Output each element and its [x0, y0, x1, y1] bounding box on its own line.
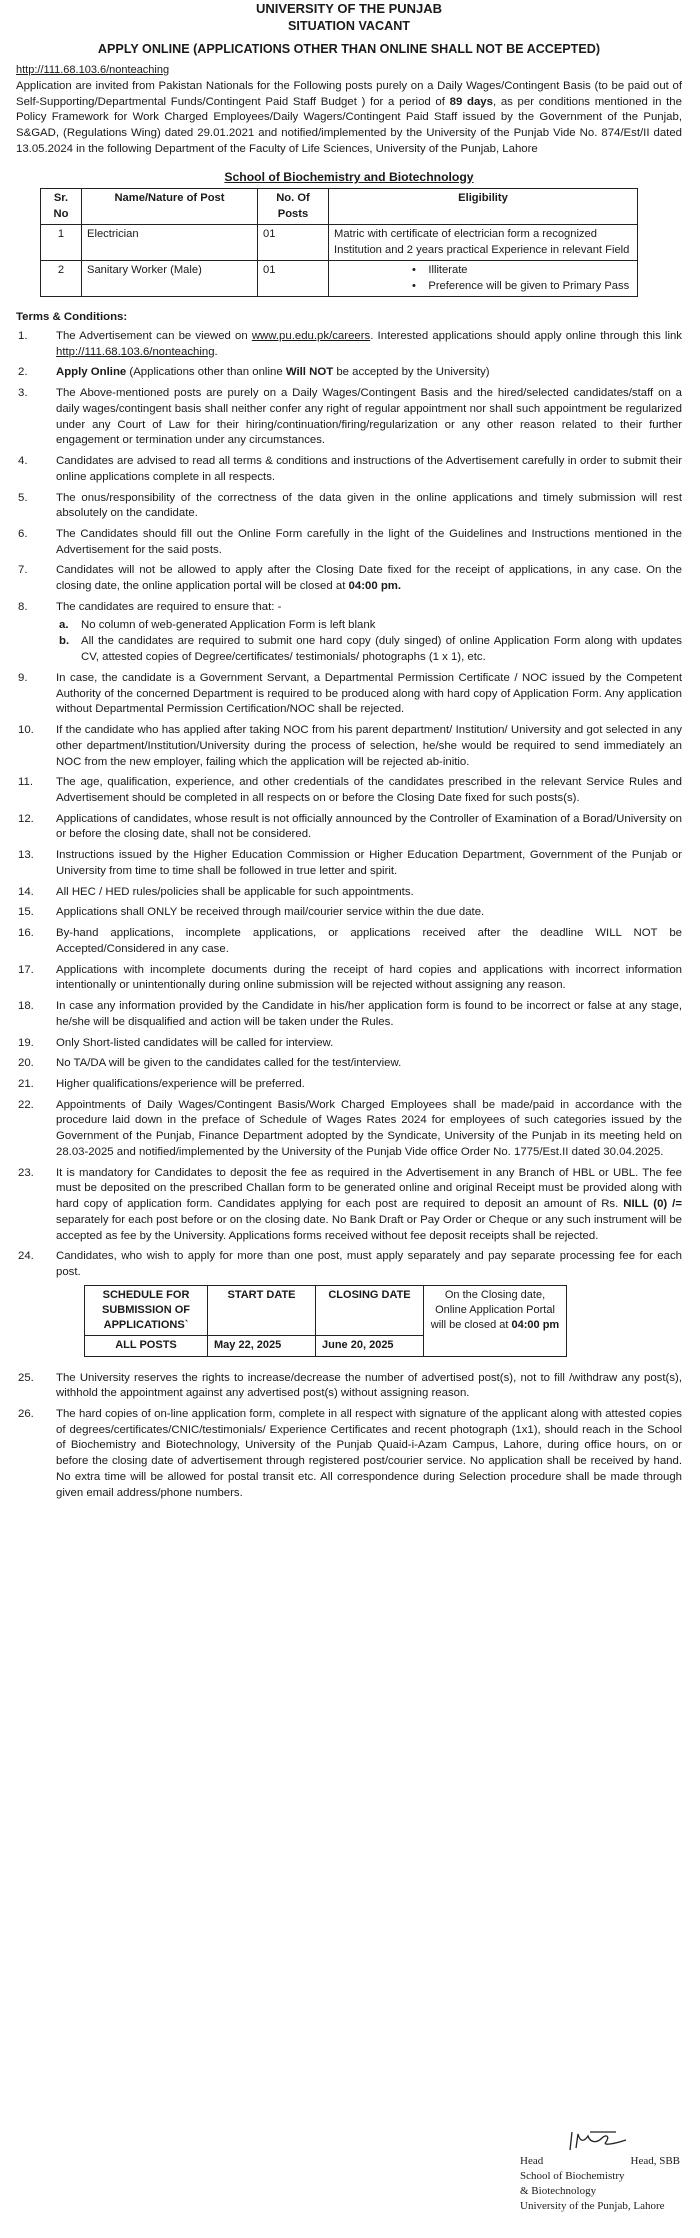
- eligibility-bullet: • Illiterate: [412, 264, 468, 277]
- intro-paragraph: [16, 79, 682, 158]
- schedule-start-date: May 22, 2025: [208, 1336, 316, 1356]
- term-item: 11. The age, qualification, experience, and other credentials of the candidates prescribed in the relevant Service Rules and Advertisement should be completed in all respects on or before the Closing Date fixed for such posts(s).: [18, 776, 682, 804]
- term-text: Only Short-listed candidates will be called for interview.: [56, 1036, 334, 1049]
- term-text: All HEC / HED rules/policies shall be applicable for such appointments.: [56, 885, 414, 898]
- schedule-row-label: ALL POSTS: [85, 1336, 208, 1356]
- term-text: Candidates are advised to read all terms & conditions and instructions of the Advertisement carefully in order to submit their online applications complete in all respects.: [56, 455, 682, 483]
- term-text: No TA/DA will be given to the candidates called for the test/interview.: [56, 1057, 402, 1070]
- term-text: . Interested applications should apply online through this link: [370, 329, 682, 342]
- term-text: Appointments of Daily Wages/Contingent Basis/Work Charged Employees shall be made/paid in accordance with the procedure laid down in the preface of Schedule of Wages Rates 2024 for employees of such categories issued by the Government of the Punjab, Finance Department adopted by the Syndicate, University of the Punjab in its meeting held on 28.03-2025 and notified/implemented by the University of the Punjab Vide office Order No. 1775/Est.II dated 30.04.2025.: [56, 1098, 682, 1158]
- term-item: 3. The Above-mentioned posts are purely on a Daily Wages/Contingent Basis and the hired/selected candidates/staff on a daily wages/contingent basis shall neither confer any right of regular appointment nor shall such appointment be regularized under any Court of Law for their hiring/continuation/firing/regularization or any other reason related to their further engagement or termination under any circumstances.: [18, 387, 682, 447]
- term-text: The candidates are required to ensure that: -: [56, 600, 282, 613]
- handwritten-signature-icon: [566, 2128, 636, 2154]
- term-item: 15. Applications shall ONLY be received through mail/courier service within the due date.: [18, 906, 485, 919]
- term-item: 18. In case any information provided by the Candidate in his/her application form is found to be incorrect or false at any stage, he/she will be disqualified and action will be taken under the Rules.: [18, 1000, 682, 1028]
- sub-text: All the candidates are required to submit one hard copy (duly singed) of online Application Form along with updates CV, attested copies of Degree/certificates/ testimonials/ photographs (1 x 1), etc.: [81, 635, 682, 664]
- signature-head-sbb: Head, SBB: [630, 2155, 680, 2167]
- term-item: 12. Applications of candidates, whose result is not officially announced by the Controller of Examination of a Borad/University on or before the closing date, shall not be considered.: [18, 812, 682, 841]
- term-item: 13. Instructions issued by the Higher Education Commission or Higher Education Department, Government of the Punjab or University from time to time shall be followed in true letter and spirit.: [18, 849, 682, 877]
- term-text: The Candidates should fill out the Online Form carefully in the light of the Guidelines and Instructions mentioned in the Advertisement for the said posts.: [56, 527, 682, 556]
- terms-list: [16, 329, 682, 1501]
- nonteaching-link-2[interactable]: http://111.68.103.6/nonteaching: [56, 345, 215, 358]
- university-name: UNIVERSITY OF THE PUNJAB: [255, 1, 443, 16]
- term-text: The age, qualification, experience, and other credentials of the candidates prescribed in the relevant Service Rules and Advertisement should be completed in all respects on or before the Closing Date fixed for such posts(s).: [56, 776, 682, 804]
- term-item: 16. By-hand applications, incomplete applications, or applications received after the deadline WILL NOT be Accepted/Considered in any case.: [18, 927, 682, 955]
- situation-vacant-heading: SITUATION VACANT: [288, 19, 410, 34]
- term-item: 21. Higher qualifications/experience will be preferred.: [18, 1078, 305, 1091]
- term-bold: Apply Online: [56, 366, 127, 379]
- term-item: 22. Appointments of Daily Wages/Contingent Basis/Work Charged Employees shall be made/paid in accordance with the procedure laid down in the preface of Schedule of Wages Rates 2024 for employees of such categories issued by the Government of the Punjab, Finance Department adopted by the Syndicate, University of the Punjab in its meeting held on 28.03-2025 and notified/implemented by the University of the Punjab Vide office Order No. 1775/Est.II dated 30.04.2025.: [18, 1098, 682, 1158]
- term-text: Higher qualifications/experience will be preferred.: [56, 1078, 305, 1091]
- term-bold: Will NOT: [285, 366, 334, 379]
- table-row: [41, 225, 638, 261]
- term-item: 9. In case, the candidate is a Government Servant, a Departmental Permission Certificate / NOC issued by the Competent Authority of the concerned Department is required to be produced along with hard copy of Application Form. Any application without Departmental Permission Certification/NOC shall be rejected.: [18, 671, 682, 716]
- term-item: 25. The University reserves the rights to increase/decrease the number of advertised post(s), not to fill /withdraw any post(s), withhold the appointment against any advertised post(s) without assigning reason.: [18, 1371, 682, 1400]
- signature-block: [520, 2128, 680, 2213]
- sub-item: b. All the candidates are required to submit one hard copy (duly singed) of online Application Form along with updates CV, attested copies of Degree/certificates/ testimonials/ photographs (1 x 1), etc.: [59, 635, 682, 664]
- signature-school: School of Biochemistry: [520, 2169, 625, 2182]
- term-item: 23. It is mandatory for Candidates to deposit the fee as required in the Advertisement in any Branch of HBL or UBL. The fee must be deposited on the prescribed Challan form to be generated online and original Receipt must be provided along with hard copy of application form. Candidates applying for each post are required to deposit an amount of Rs. NILL (0) /= separately for each post before or on the closing date. No Bank Draft or Pay Order or Cheque or any such instrument will be accepted as fee by the University. Applications forms received without fee deposit receipts shall be rejected.: [18, 1166, 682, 1242]
- term-text: If the candidate who has applied after taking NOC from his parent department/ Institution/ University and got selected in any other department/Institution/University during the process of selection, he/she would be required to send immediately an NOC from the new employer, failing which the application will be rejected ab-initio.: [56, 724, 682, 768]
- term-bold: NILL (0) /=: [623, 1198, 682, 1211]
- term-text: In case, the candidate is a Government Servant, a Departmental Permission Certificate / NOC issued by the Competent Authority of the concerned Department is required to be produced along with hard copy of Application Form. Any application without Departmental Permission Certification/NOC shall be rejected.: [56, 671, 682, 716]
- term-item: 1. The Advertisement can be viewed on www.pu.edu.pk/careers. Interested applications should apply online through this link http://111.68.103.6/nonteaching.: [18, 329, 682, 358]
- col-post-count: No. Of Posts: [258, 189, 329, 225]
- row-post-name: Electrician: [82, 225, 258, 261]
- term-text: The onus/responsibility of the correctness of the data given in the online applications and timely submission will rest absolutely on the candidate.: [56, 491, 682, 520]
- term-item: 24. Candidates, who wish to apply for more than one post, must apply separately and pay separate processing fee for each post. SCHEDULE FOR SUBMISSION OF APPLICATIONS` START DATE CLOSING DATE On the Closing date, Online Application Portal will be closed at 04:00 pm ALL POSTS May 22, 2025 June 20, 2025: [16, 1249, 682, 1356]
- col-sr: Sr. No: [41, 189, 82, 225]
- schedule-note: [424, 1285, 567, 1356]
- term-text: The Advertisement can be viewed on: [56, 329, 252, 342]
- term-item: 8. The candidates are required to ensure that: - a. No column of web-generated Application Form is left blank b. All the candidates are required to submit one hard copy (duly singed) of online Application Form along with updates CV, attested copies of Degree/certificates/ testimonials/ photographs (1 x 1), etc.: [16, 600, 682, 666]
- term-text: Instructions issued by the Higher Education Commission or Higher Education Department, Government of the Punjab or University from time to time shall be followed in true letter and spirit.: [56, 849, 682, 877]
- term-item: 19. Only Short-listed candidates will be called for interview.: [18, 1036, 334, 1049]
- term-text: By-hand applications, incomplete applications, or applications received after the deadline WILL NOT be Accepted/Considered in any case.: [56, 927, 682, 955]
- eligibility-bullet-text: Preference will be given to Primary Pass: [428, 279, 630, 292]
- schedule-table: [84, 1285, 567, 1357]
- careers-link[interactable]: www.pu.edu.pk/careers: [251, 329, 371, 342]
- term-text: It is mandatory for Candidates to deposit the fee as required in the Advertisement in any Branch of HBL or UBL. The fee must be deposited on the prescribed Challan form to be generated online and original Receipt must be provided along with hard copy of application form. Candidates applying for each post are required to deposit an amount of Rs.: [56, 1166, 682, 1211]
- posts-table-header: [41, 189, 638, 225]
- signature-university: University of the Punjab, Lahore: [520, 2199, 665, 2212]
- term-item: 6. The Candidates should fill out the Online Form carefully in the light of the Guidelines and Instructions mentioned in the Advertisement for the said posts.: [18, 527, 682, 556]
- apply-online-notice: APPLY ONLINE (APPLICATIONS OTHER THAN ONLINE SHALL NOT BE ACCEPTED): [97, 42, 601, 57]
- term-bold: 04:00 pm.: [348, 580, 402, 593]
- term-item: 17. Applications with incomplete documents during the receipt of hard copies and applications with incorrect information intentionally or unintentionally during online submission will be rejected without assigning any reason.: [18, 963, 682, 992]
- sub-list: [56, 618, 682, 666]
- row-sr: 1: [41, 225, 82, 261]
- term-text: Candidates, who wish to apply for more than one post, must apply separately and pay separate processing fee for each post.: [56, 1250, 682, 1279]
- term-item: 5. The onus/responsibility of the correctness of the data given in the online applications and timely submission will rest absolutely on the candidate.: [18, 491, 682, 520]
- term-text: The Above-mentioned posts are purely on a Daily Wages/Contingent Basis and the hired/selected candidates/staff on a daily wages/contingent basis shall neither confer any right of regular appointment nor shall such appointment be regularized under any Court of Law for their hiring/continuation/firing/regularization or any other reason related to their further engagement or termination under any circumstances.: [56, 387, 682, 447]
- row-sr: 2: [41, 261, 82, 297]
- term-item: 2. Apply Online (Applications other than online Will NOT be accepted by the University): [18, 366, 490, 379]
- term-item: 10. If the candidate who has applied after taking NOC from his parent department/ Institution/ University and got selected in any other department/Institution/University during the process of selection, he/she would be required to send immediately an NOC from the new employer, failing which the application will be rejected ab-initio.: [18, 724, 682, 768]
- intro-text-b: , as per conditions mentioned in the Policy Framework for Work Charged Employees/Daily Wagers/Contingent Paid Staff issued by the Government of the Punjab, S&GAD, (Regulations Wing) dated 29.01.2021 and notified/implemented by the University of the Punjab Vide No. 874/Est/II dated 13.05.2024 in the following Department of the Faculty of Life Sciences, University of the Punjab, Lahore: [16, 95, 682, 155]
- nonteaching-link[interactable]: http://111.68.103.6/nonteaching: [16, 63, 170, 76]
- eligibility-bullet-text: Illiterate: [428, 264, 468, 277]
- table-row: [41, 261, 638, 297]
- row-post-count: 01: [258, 225, 329, 261]
- term-text: The University reserves the rights to increase/decrease the number of advertised post(s), not to fill /withdraw any post(s), withhold the appointment against any advertised post(s) without assigning reason.: [56, 1371, 682, 1400]
- term-item: 26. The hard copies of on-line application form, complete in all respect with signature of the applicant along with attested copies of degrees/certificates/CNIC/testimonials/ Experience Certificates and recent photograph (1x1), should reach in the School of Biochemistry and Biotechnology, University of the Punjab Quaid-i-Azam Campus, Lahore, during office hours, on or before the closing date of advertisement through registered post/courier service. No application shall be received by hand. No extra time will be allowed for postal transit etc. All correspondence during Selection procedure shall be made through given email address/phone numbers.: [18, 1407, 682, 1499]
- schedule-close-date: June 20, 2025: [316, 1336, 424, 1356]
- schedule-note-time: 04:00 pm: [511, 1319, 560, 1332]
- sub-item: a. No column of web-generated Application Form is left blank: [59, 618, 376, 631]
- term-text: Applications with incomplete documents during the receipt of hard copies and applications with incorrect information intentionally or unintentionally during online submission will be rejected without assigning any reason.: [56, 963, 682, 992]
- eligibility-bullet: • Preference will be given to Primary Pass: [412, 279, 630, 292]
- term-text: Applications of candidates, whose result is not officially announced by the Controller of Examination of a Borad/University on or before the closing date, shall not be considered.: [56, 812, 682, 841]
- row-eligibility: Matric with certificate of electrician form a recognized Institution and 2 years practical Experience in relevant Field: [329, 225, 638, 261]
- sub-text: No column of web-generated Application Form is left blank: [81, 618, 376, 631]
- signature-dept: & Biotechnology: [520, 2184, 597, 2197]
- schedule-note-text: On the Closing date, Online Application Portal will be closed at: [430, 1288, 555, 1332]
- intro-text-a: Application are invited from Pakistan Nationals for the Following posts purely on a Daily Wages/Contingent Basis (to be paid out of Self-Supporting/Departmental Funds/Contingent Paid Staff Budget ) for a period of: [16, 79, 682, 108]
- schedule-col-close: CLOSING DATE: [316, 1285, 424, 1336]
- col-post-name: Name/Nature of Post: [82, 189, 258, 225]
- term-item: 14. All HEC / HED rules/policies shall be applicable for such appointments.: [18, 885, 414, 898]
- term-text: The hard copies of on-line application form, complete in all respect with signature of the applicant along with attested copies of degrees/certificates/CNIC/testimonials/ Experience Certificates and recent photograph (1x1), should reach in the School of Biochemistry and Biotechnology, University of the Punjab Quaid-i-Azam Campus, Lahore, during office hours, on or before the closing date of advertisement through registered post/courier service. No application shall be received by hand. No extra time will be allowed for postal transit etc. All correspondence during Selection procedure shall be made through given email address/phone numbers.: [56, 1407, 682, 1499]
- intro-days: 89 days: [449, 95, 493, 108]
- schedule-col-start: START DATE: [208, 1285, 316, 1336]
- signature-title-line: [520, 2154, 680, 2169]
- posts-table: [40, 188, 638, 297]
- school-heading: School of Biochemistry and Biotechnology: [224, 169, 474, 184]
- term-text: Applications shall ONLY be received through mail/courier service within the due date.: [56, 906, 485, 919]
- term-text: In case any information provided by the Candidate in his/her application form is found to be incorrect or false at any stage, he/she will be disqualified and action will be taken under the Rules.: [56, 1000, 682, 1028]
- term-text: be accepted by the University): [333, 366, 490, 379]
- row-eligibility: [329, 261, 638, 297]
- term-item: 4. Candidates are advised to read all terms & conditions and instructions of the Advertisement carefully in order to submit their online applications complete in all respects.: [18, 455, 682, 483]
- col-eligibility: Eligibility: [329, 189, 638, 225]
- row-post-count: 01: [258, 261, 329, 297]
- term-text: separately for each post before or on the closing date. No Bank Draft or Pay Order or Cheque or any such instrument will be accepted as fee by the University. Applications forms received without fee deposit receipts shall be rejected.: [56, 1213, 682, 1242]
- terms-title: Terms & Conditions:: [16, 311, 128, 324]
- schedule-col-title: SCHEDULE FOR SUBMISSION OF APPLICATIONS`: [85, 1285, 208, 1336]
- term-text: Candidates will not be allowed to apply after the Closing Date fixed for the receipt of applications, in any case. On the closing date, the online application portal will be closed at: [56, 564, 682, 593]
- term-item: 7. Candidates will not be allowed to apply after the Closing Date fixed for the receipt of applications, in any case. On the closing date, the online application portal will be closed at 04:00 pm.: [18, 564, 682, 593]
- term-text: (Applications other than online: [126, 366, 286, 379]
- schedule-header-row: [85, 1285, 567, 1336]
- term-text: .: [214, 345, 218, 358]
- term-item: 20. No TA/DA will be given to the candidates called for the test/interview.: [18, 1057, 402, 1070]
- signature-head: Head: [520, 2155, 544, 2167]
- row-post-name: Sanitary Worker (Male): [82, 261, 258, 297]
